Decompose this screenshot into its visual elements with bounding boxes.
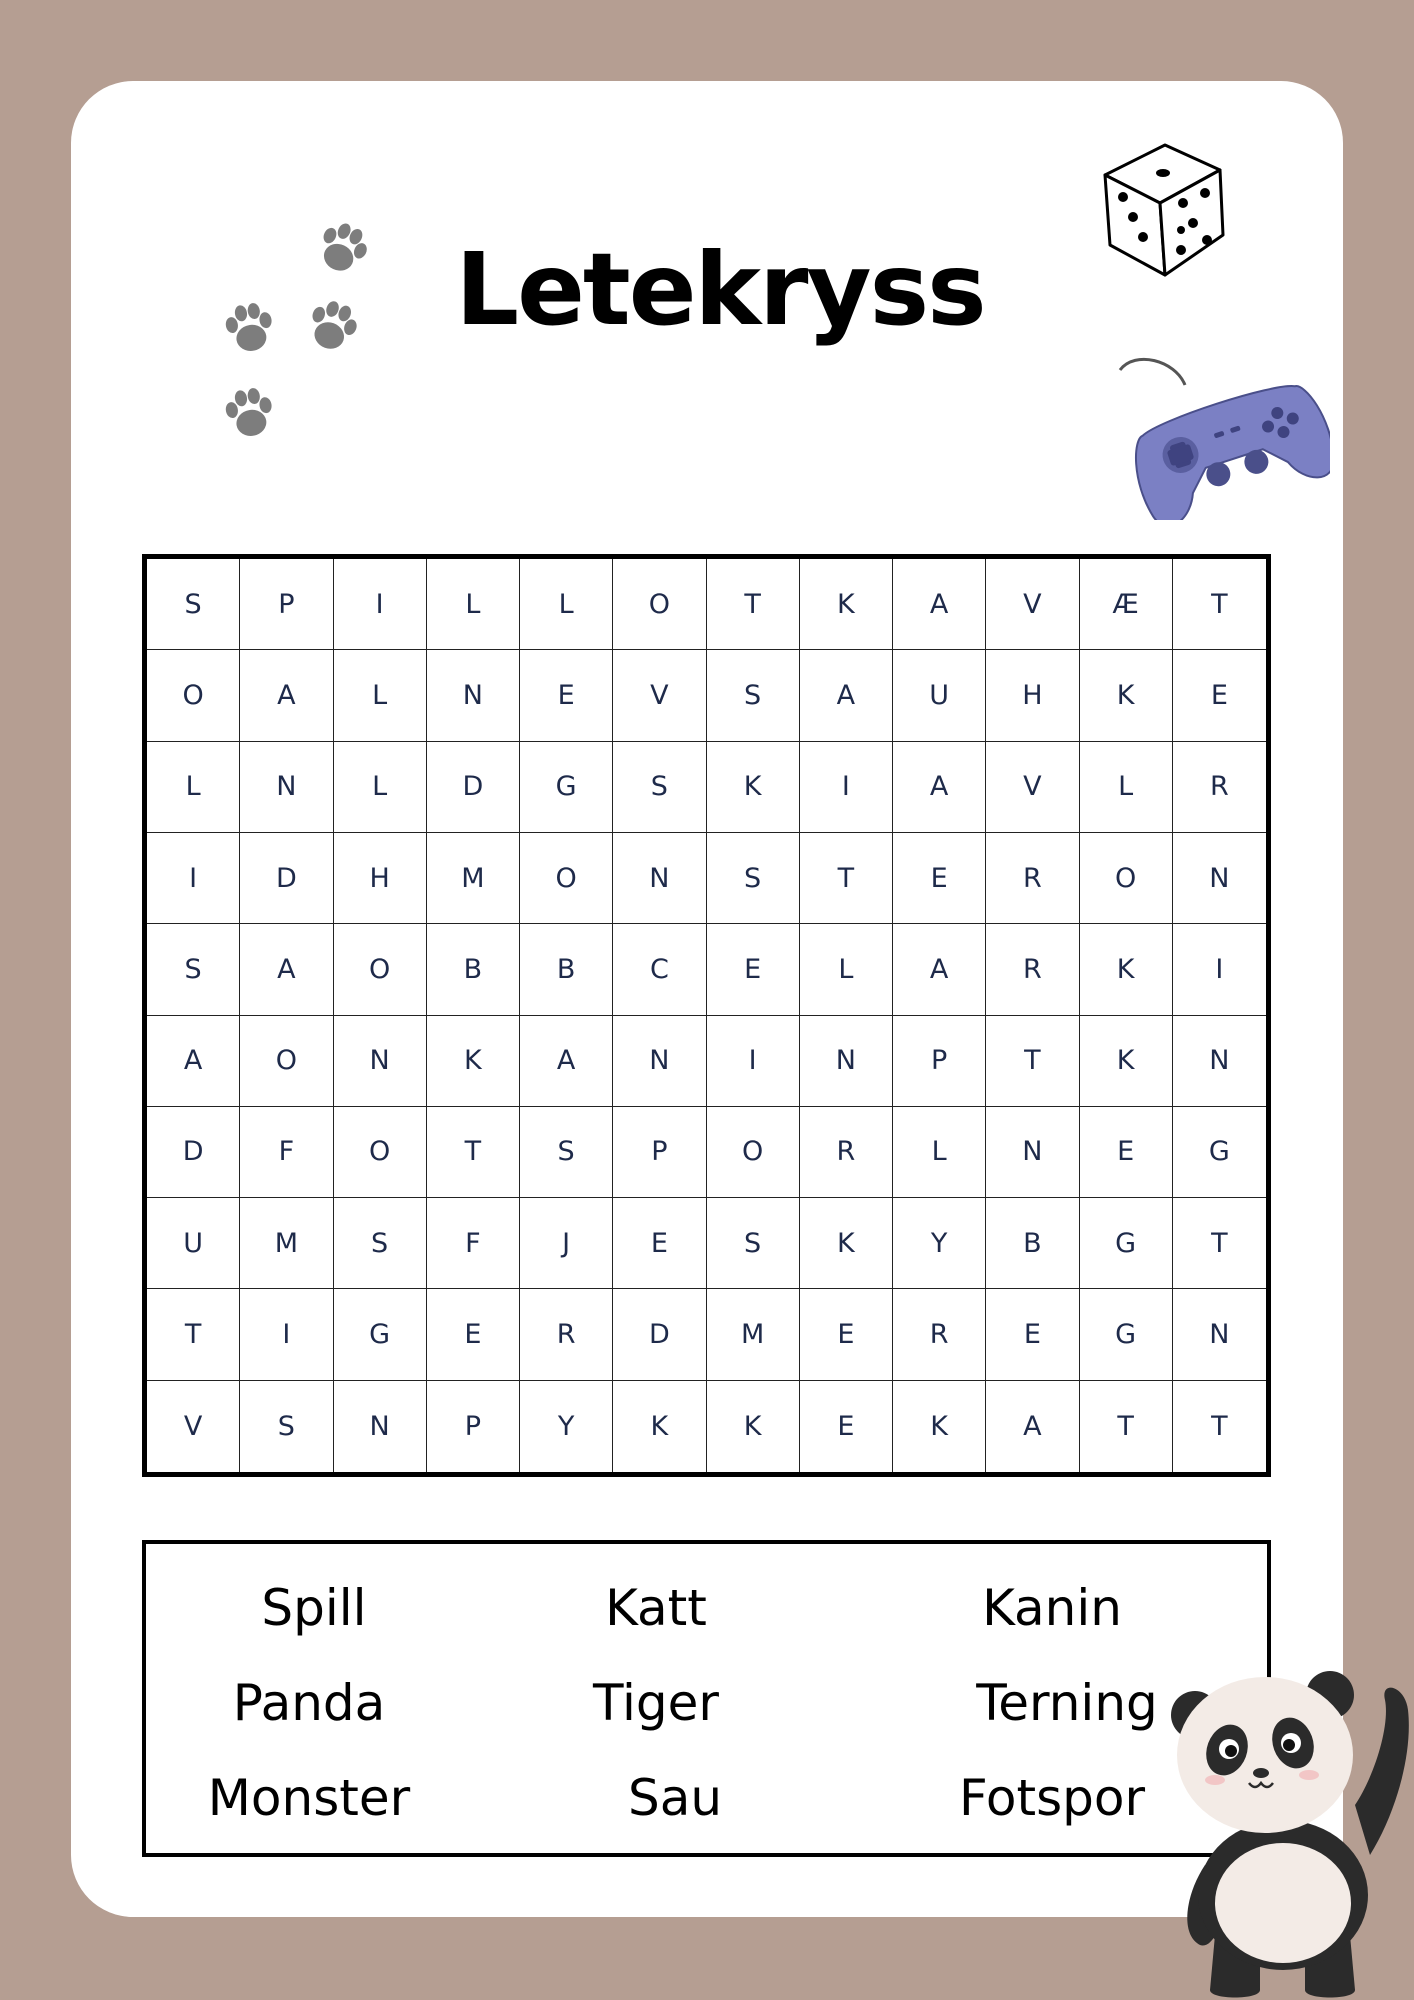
grid-cell: P xyxy=(613,1107,706,1198)
grid-cell: G xyxy=(334,1289,427,1380)
grid-cell: O xyxy=(334,1107,427,1198)
grid-cell: I xyxy=(334,559,427,650)
grid-cell: K xyxy=(427,1016,520,1107)
gamepad-icon xyxy=(1115,330,1330,520)
word-item: Tiger xyxy=(593,1674,719,1732)
grid-cell: R xyxy=(986,924,1079,1015)
grid-cell: C xyxy=(613,924,706,1015)
grid-cell: T xyxy=(147,1289,240,1380)
grid-cell: O xyxy=(520,833,613,924)
grid-cell: R xyxy=(893,1289,986,1380)
grid-cell: N xyxy=(334,1016,427,1107)
grid-cell: K xyxy=(893,1381,986,1472)
grid-cell: V xyxy=(986,742,1079,833)
grid-cell: V xyxy=(613,650,706,741)
grid-cell: B xyxy=(986,1198,1079,1289)
grid-cell: D xyxy=(427,742,520,833)
grid-cell: N xyxy=(334,1381,427,1472)
paw-print-icon xyxy=(223,385,276,439)
grid-cell: L xyxy=(147,742,240,833)
grid-cell: L xyxy=(893,1107,986,1198)
page-title: Letekryss xyxy=(455,231,985,348)
grid-cell: D xyxy=(147,1107,240,1198)
grid-cell: E xyxy=(427,1289,520,1380)
word-item: Sau xyxy=(627,1769,723,1827)
grid-cell: L xyxy=(1080,742,1173,833)
word-item: Panda xyxy=(232,1674,386,1732)
grid-cell: A xyxy=(893,742,986,833)
grid-cell: H xyxy=(986,650,1079,741)
grid-cell: R xyxy=(520,1289,613,1380)
grid-cell: N xyxy=(427,650,520,741)
grid-cell: M xyxy=(240,1198,333,1289)
grid-cell: Y xyxy=(893,1198,986,1289)
grid-cell: K xyxy=(707,742,800,833)
word-list xyxy=(142,1540,1271,1857)
grid-cell: N xyxy=(613,1016,706,1107)
grid-cell: K xyxy=(1080,650,1173,741)
grid-cell: E xyxy=(1173,650,1266,741)
grid-cell: F xyxy=(240,1107,333,1198)
grid-cell: G xyxy=(1080,1198,1173,1289)
grid-cell: M xyxy=(427,833,520,924)
grid-cell: S xyxy=(613,742,706,833)
word-item: Terning xyxy=(976,1674,1158,1732)
grid-cell: E xyxy=(800,1289,893,1380)
grid-cell: T xyxy=(1211,1410,1228,1442)
grid-cell: A xyxy=(147,1016,240,1107)
grid-cell: U xyxy=(893,650,986,741)
grid-cell: P xyxy=(893,1016,986,1107)
grid-cell: K xyxy=(613,1381,706,1472)
grid-cell: A xyxy=(986,1381,1079,1472)
grid-cell: R xyxy=(800,1107,893,1198)
grid-cell: R xyxy=(986,833,1079,924)
panda-icon xyxy=(1165,1655,1414,2000)
paw-prints-icon xyxy=(210,200,390,460)
grid-cell: T xyxy=(1080,1381,1173,1472)
grid-cell: L xyxy=(800,924,893,1015)
word-item: Monster xyxy=(207,1769,411,1827)
grid-cell: O xyxy=(334,924,427,1015)
grid-cell: L xyxy=(334,742,427,833)
grid-cell: L xyxy=(427,559,520,650)
grid-cell: A xyxy=(893,559,986,650)
grid-cell: A xyxy=(240,924,333,1015)
grid-cell: S xyxy=(707,833,800,924)
grid-cell: G xyxy=(520,742,613,833)
grid-cell: G xyxy=(1173,1107,1266,1198)
grid-cell: K xyxy=(800,1198,893,1289)
grid-cell: B xyxy=(520,924,613,1015)
grid-cell: S xyxy=(147,559,240,650)
grid-cell: N xyxy=(1173,833,1266,924)
grid-cell: I xyxy=(800,742,893,833)
word-item: Spill xyxy=(261,1579,367,1637)
grid-cell: V xyxy=(986,559,1079,650)
grid-cell: Y xyxy=(520,1381,613,1472)
grid-cell: I xyxy=(1173,924,1266,1015)
grid-cell: T xyxy=(1173,1198,1266,1289)
grid-cell: H xyxy=(334,833,427,924)
grid-cell: N xyxy=(1173,1289,1266,1380)
grid-cell: O xyxy=(1080,833,1173,924)
grid-cell: K xyxy=(1080,924,1173,1015)
paw-print-icon xyxy=(223,300,276,354)
grid-cell: E xyxy=(613,1198,706,1289)
grid-cell: E xyxy=(520,650,613,741)
grid-cell: S xyxy=(520,1107,613,1198)
grid-cell: I xyxy=(707,1016,800,1107)
grid-cell: T xyxy=(707,559,800,650)
grid-cell: O xyxy=(147,650,240,741)
grid-cell: T xyxy=(800,833,893,924)
grid-cell: O xyxy=(240,1016,333,1107)
grid-cell: B xyxy=(427,924,520,1015)
grid-cell: E xyxy=(986,1289,1079,1380)
grid-cell: J xyxy=(520,1198,613,1289)
grid-cell: U xyxy=(147,1198,240,1289)
grid-cell: N xyxy=(1173,1016,1266,1107)
grid-cell: I xyxy=(240,1289,333,1380)
grid-cell: O xyxy=(613,559,706,650)
grid-cell: O xyxy=(707,1107,800,1198)
grid-cell: P xyxy=(427,1381,520,1472)
word-item: Fotspor xyxy=(958,1769,1146,1827)
grid-cell: F xyxy=(427,1198,520,1289)
grid-cell: S xyxy=(240,1381,333,1472)
grid-cell: A xyxy=(520,1016,613,1107)
grid-cell: N xyxy=(240,742,333,833)
grid-cell: D xyxy=(240,833,333,924)
grid-cell: M xyxy=(707,1289,800,1380)
grid-cell: T xyxy=(427,1107,520,1198)
grid-cell: N xyxy=(986,1107,1079,1198)
dice-icon xyxy=(1085,135,1235,285)
grid-cell: G xyxy=(1080,1289,1173,1380)
grid-cell: A xyxy=(800,650,893,741)
word-item: Kanin xyxy=(982,1579,1122,1637)
grid-cell: N xyxy=(613,833,706,924)
grid-cell: Æ xyxy=(1080,559,1173,650)
grid-cell: E xyxy=(1080,1107,1173,1198)
grid-cell: D xyxy=(613,1289,706,1380)
grid-cell: N xyxy=(800,1016,893,1107)
grid-cell: I xyxy=(147,833,240,924)
grid-cell: S xyxy=(707,650,800,741)
grid-cell: R xyxy=(1173,742,1266,833)
grid-cell: E xyxy=(707,924,800,1015)
grid-cell: A xyxy=(893,924,986,1015)
grid-cell: L xyxy=(520,559,613,650)
word-search-grid xyxy=(142,554,1271,1477)
grid-cell: T xyxy=(986,1016,1079,1107)
grid-cell: S xyxy=(334,1198,427,1289)
grid-cell: E xyxy=(800,1381,893,1472)
grid-cell: P xyxy=(240,559,333,650)
grid-cell: A xyxy=(240,650,333,741)
grid-cell: S xyxy=(707,1198,800,1289)
paw-print-icon xyxy=(312,217,374,279)
paw-print-icon xyxy=(303,296,362,356)
grid-cell: K xyxy=(1080,1016,1173,1107)
grid-cell: S xyxy=(147,924,240,1015)
grid-cell: V xyxy=(147,1381,240,1472)
grid-cell: K xyxy=(800,559,893,650)
grid-cell: K xyxy=(707,1381,800,1472)
grid-cell: T xyxy=(1173,559,1266,650)
grid-cell: E xyxy=(893,833,986,924)
word-item: Katt xyxy=(605,1579,707,1637)
grid-cell: L xyxy=(334,650,427,741)
